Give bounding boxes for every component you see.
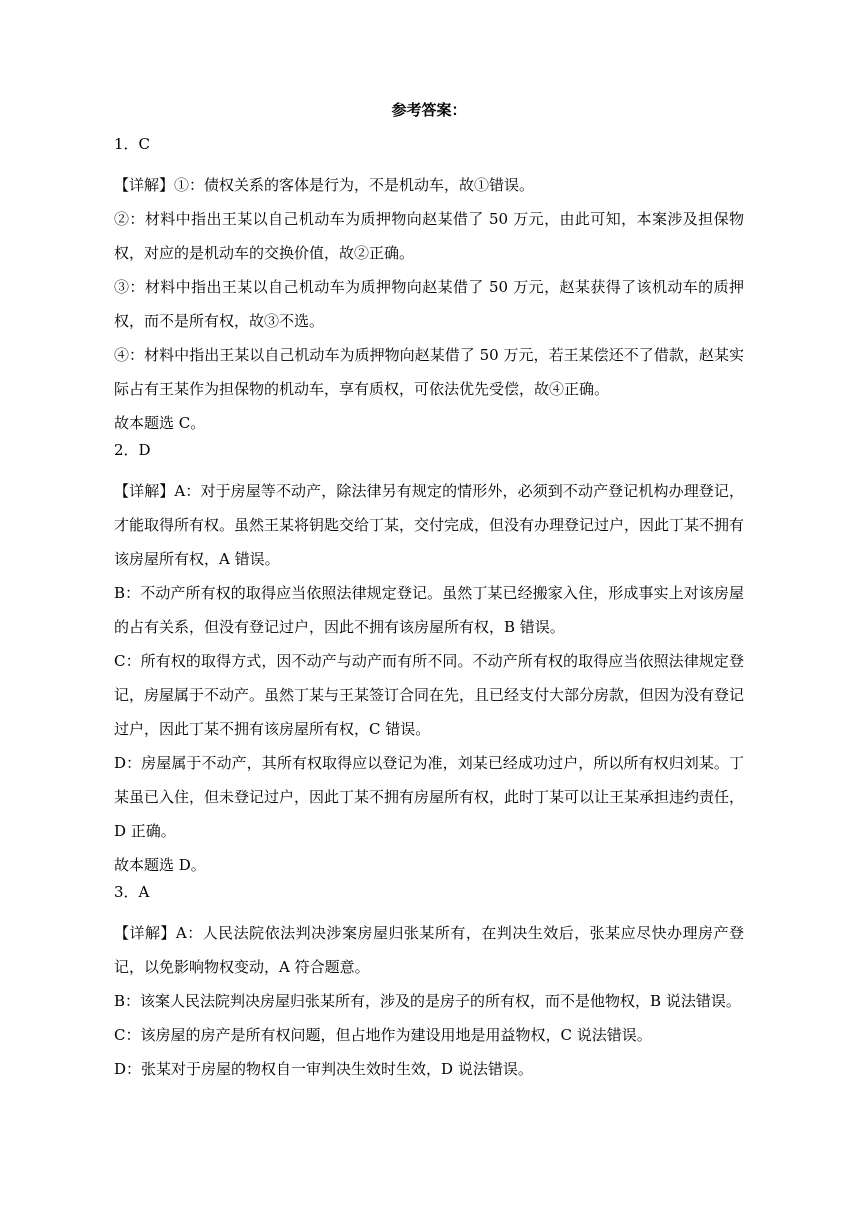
answer-block-1 <box>114 134 744 440</box>
explanation-paragraph: C：所有权的取得方式，因不动产与动产而有所不同。不动产所有权的取得应当依照法律规定登记，房屋属于不动产。虽然丁某与王某签订合同在先，且已经支付大部分房款，但因为没有登记过户，因此丁某不拥有该房屋所有权，C 错误。 <box>114 652 745 738</box>
explanation-paragraph: ②：材料中指出王某以自己机动车为质押物向赵某借了 50 万元，由此可知，本案涉及担保物权，对应的是机动车的交换价值，故②正确。 <box>114 210 744 262</box>
explanation-paragraph: D：房屋属于不动产，其所有权取得应以登记为准，刘某已经成功过户，所以所有权归刘某。丁某虽已入住，但未登记过户，因此丁某不拥有房屋所有权，此时丁某可以让王某承担违约责任，D 正确。 <box>114 754 745 840</box>
explanation-paragraph: 【详解】A：人民法院依法判决涉案房屋归张某所有，在判决生效后，张某应尽快办理房产登记，以免影响物权变动，A 符合题意。 <box>114 924 744 976</box>
explanation-paragraph: 【详解】①：债权关系的客体是行为，不是机动车，故①错误。 <box>114 176 535 194</box>
explanation-paragraph: B：该案人民法院判决房屋归张某所有，涉及的是房子的所有权，而不是他物权，B 说法错误。 <box>114 992 741 1010</box>
answer-block-3 <box>114 882 744 1086</box>
answer-number: 3．A <box>114 883 150 901</box>
explanation-paragraph: C：该房屋的房产是所有权问题，但占地作为建设用地是用益物权，C 说法错误。 <box>114 1026 652 1044</box>
answer-number: 2．D <box>114 441 151 459</box>
page-title: 参考答案： <box>391 101 467 119</box>
explanation-paragraph: B：不动产所有权的取得应当依照法律规定登记。虽然丁某已经搬家入住，形成事实上对该房屋的占有关系，但没有登记过户，因此不拥有该房屋所有权，B 错误。 <box>114 584 744 636</box>
explanation-paragraph: ④：材料中指出王某以自己机动车为质押物向赵某借了 50 万元，若王某偿还不了借款，赵某实际占有王某作为担保物的机动车，享有质权，可依法优先受偿，故④正确。 <box>114 346 744 398</box>
explanation-paragraph: ③：材料中指出王某以自己机动车为质押物向赵某借了 50 万元，赵某获得了该机动车的质押权，而不是所有权，故③不选。 <box>114 278 744 330</box>
answer-document <box>114 100 744 1086</box>
explanation-paragraph: 【详解】A：对于房屋等不动产，除法律另有规定的情形外，必须到不动产登记机构办理登记，才能取得所有权。虽然王某将钥匙交给丁某，交付完成，但没有办理登记过户，因此丁某不拥有该房屋所有权，A 错误。 <box>114 482 745 568</box>
answer-block-2 <box>114 440 744 882</box>
answer-number: 1．C <box>114 135 151 153</box>
conclusion-paragraph: 故本题选 D。 <box>114 856 206 874</box>
explanation-paragraph: D：张某对于房屋的物权自一审判决生效时生效，D 说法错误。 <box>114 1060 533 1078</box>
conclusion-paragraph: 故本题选 C。 <box>114 414 206 432</box>
